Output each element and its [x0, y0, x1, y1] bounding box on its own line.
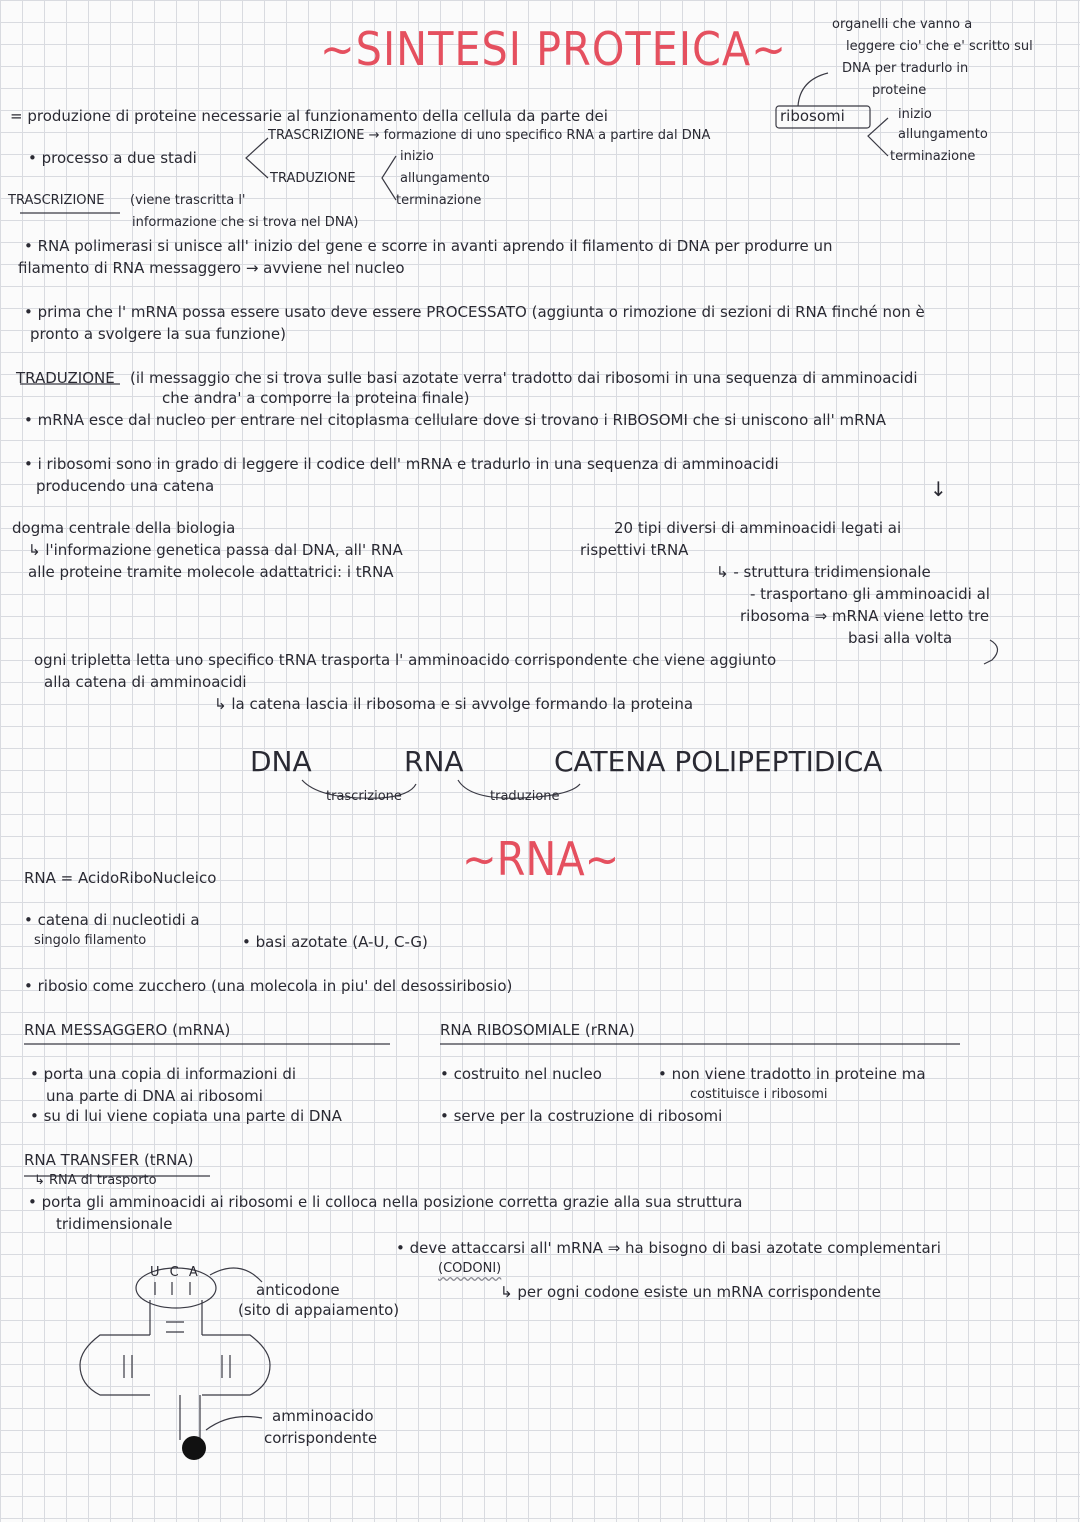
trascrizione-note-2: informazione che si trova nel DNA): [132, 215, 359, 230]
mrna-esce: • mRNA esce dal nucleo per entrare nel citoplasma cellulare dove si trovano i RIBOSOMI che si uniscono all' mRNA: [24, 411, 886, 429]
trna-point-1: • porta gli amminoacidi ai ribosomi e li colloca nella posizione corretta grazie alla sua struttura: [28, 1193, 743, 1211]
trna-bases: U C A: [150, 1265, 201, 1280]
processo-label: • processo a due stadi: [28, 149, 197, 167]
ribosomi-box: ribosomi: [780, 107, 845, 125]
stage-left-1: inizio: [400, 149, 434, 164]
venti-tipi-2: rispettivi tRNA: [580, 541, 689, 559]
trna-feature-2: - trasportano gli amminoacidi al: [750, 585, 990, 603]
sito-label: (sito di appaiamento): [238, 1301, 400, 1319]
amminoacido-pointer: [206, 1417, 262, 1431]
traduzione-brace: [382, 156, 396, 200]
deve-attaccarsi: • deve attaccarsi all' mRNA ⇒ ha bisogno di basi azotate complementari: [396, 1239, 941, 1257]
flow-rna: RNA: [404, 745, 464, 778]
side-note-pointer: [798, 73, 828, 106]
ribosomi-leggono-1: • i ribosomi sono in grado di leggere il codice dell' mRNA e tradurlo in una sequenza di amminoacidi: [24, 455, 779, 473]
catena-lascia: ↳ la catena lascia il ribosoma e si avvolge formando la proteina: [214, 695, 694, 713]
rna-definition: RNA = AcidoRiboNucleico: [24, 869, 217, 887]
flow-trascrizione: trascrizione: [326, 789, 402, 804]
side-note-1: organelli che vanno a: [832, 17, 973, 32]
trascrizione-heading: TRASCRIZIONE: [8, 193, 105, 208]
amminoacido-label-2: corrispondente: [264, 1429, 378, 1447]
flow-catena: CATENA POLIPEPTIDICA: [554, 745, 883, 778]
side-note-3: DNA per tradurlo in: [842, 61, 969, 76]
trna-feature-4: basi alla volta: [848, 629, 953, 647]
trna-sub: ↳ RNA di trasporto: [34, 1173, 157, 1188]
stage-right-1: inizio: [898, 107, 932, 122]
tripletta-1: ogni tripletta letta uno specifico tRNA trasporta l' amminoacido corrispondente che viene aggiunto: [34, 651, 777, 669]
stage-right-2: allungamento: [898, 127, 988, 142]
processato-1: • prima che l' mRNA possa essere usato deve essere PROCESSATO (aggiunta o rimozione di sezioni di RNA finché non è: [24, 303, 925, 321]
traduzione-label: TRADUZIONE: [270, 171, 356, 186]
aminoacid-dot: [182, 1436, 206, 1460]
anticodone-pointer: [210, 1268, 262, 1282]
per-ogni-codone: ↳ per ogni codone esiste un mRNA corrispondente: [500, 1283, 881, 1301]
dogma-heading: dogma centrale della biologia: [12, 519, 236, 537]
traduzione-heading: TRADUZIONE: [16, 369, 115, 387]
flow-dna: DNA: [250, 745, 312, 778]
anticodone-label: anticodone: [256, 1281, 340, 1299]
mrna-point-3: • su di lui viene copiata una parte di DNA: [30, 1107, 342, 1125]
processato-2: pronto a svolgere la sua funzione): [30, 325, 286, 343]
rrna-point-3: costituisce i ribosomi: [690, 1087, 828, 1102]
side-note-2: leggere cio' che e' scritto sul: [846, 39, 1033, 54]
venti-tipi-1: 20 tipi diversi di amminoacidi legati ai: [614, 519, 902, 537]
side-note-4: proteine: [872, 83, 927, 98]
trna-heading: RNA TRANSFER (tRNA): [24, 1151, 194, 1169]
trascrizione-line: TRASCRIZIONE → formazione di uno specifico RNA a partire dal DNA: [268, 128, 711, 143]
trascrizione-note-1: (viene trascritta l': [130, 193, 246, 208]
ribosomi-leggono-2: producendo una catena: [36, 477, 215, 495]
rrna-point-4: • serve per la costruzione di ribosomi: [440, 1107, 723, 1125]
rrna-point-2: • non viene tradotto in proteine ma: [658, 1065, 926, 1083]
traduzione-note-2: che andra' a comporre la proteina finale): [162, 389, 470, 407]
dogma-text-1: ↳ l'informazione genetica passa dal DNA, all' RNA: [28, 541, 403, 559]
flow-traduzione: traduzione: [490, 789, 560, 804]
mrna-point-2: una parte di DNA ai ribosomi: [46, 1087, 263, 1105]
basi-azotate: • basi azotate (A-U, C-G): [242, 933, 428, 951]
rna-polimerasi-1: • RNA polimerasi si unisce all' inizio del gene e scorre in avanti aprendo il filamento di DNA per produrre un: [24, 237, 833, 255]
amminoacido-label-1: amminoacido: [272, 1407, 374, 1425]
trna-diagram: [80, 1265, 270, 1440]
trna-feature-3: ribosoma ⇒ mRNA viene letto tre: [740, 607, 990, 625]
codoni: (CODONI): [438, 1261, 502, 1276]
rna-polimerasi-2: filamento di RNA messaggero → avviene nel nucleo: [18, 259, 405, 277]
stage-left-2: allungamento: [400, 171, 490, 186]
right-stage-brace: [868, 118, 888, 156]
traduzione-note-1: (il messaggio che si trova sulle basi azotate verra' tradotto dai ribosomi in una sequenza di amminoacidi: [130, 369, 918, 387]
processo-brace: [246, 138, 268, 178]
catena-nucleotidi-1: • catena di nucleotidi a: [24, 911, 200, 929]
stage-right-3: terminazione: [890, 149, 976, 164]
mrna-point-1: • porta una copia di informazioni di: [30, 1065, 297, 1083]
stage-left-3: terminazione: [396, 193, 482, 208]
rrna-heading: RNA RIBOSOMIALE (rRNA): [440, 1021, 635, 1039]
ribosio: • ribosio come zucchero (una molecola in piu' del desossiribosio): [24, 977, 513, 995]
catena-nucleotidi-2: singolo filamento: [34, 933, 147, 948]
trna-feature-1: ↳ - struttura tridimensionale: [716, 563, 931, 581]
rna-title: ~RNA~: [462, 832, 620, 886]
trna-point-2: tridimensionale: [56, 1215, 173, 1233]
tripletta-2: alla catena di amminoacidi: [44, 673, 247, 691]
rrna-point-1: • costruito nel nucleo: [440, 1065, 602, 1083]
page-title: ~SINTESI PROTEICA~: [320, 22, 787, 76]
dogma-text-2: alle proteine tramite molecole adattatrici: i tRNA: [28, 563, 394, 581]
definition-text: = produzione di proteine necessarie al funzionamento della cellula da parte dei: [10, 107, 608, 125]
arrow-down: ↓: [930, 477, 947, 501]
mrna-heading: RNA MESSAGGERO (mRNA): [24, 1021, 231, 1039]
